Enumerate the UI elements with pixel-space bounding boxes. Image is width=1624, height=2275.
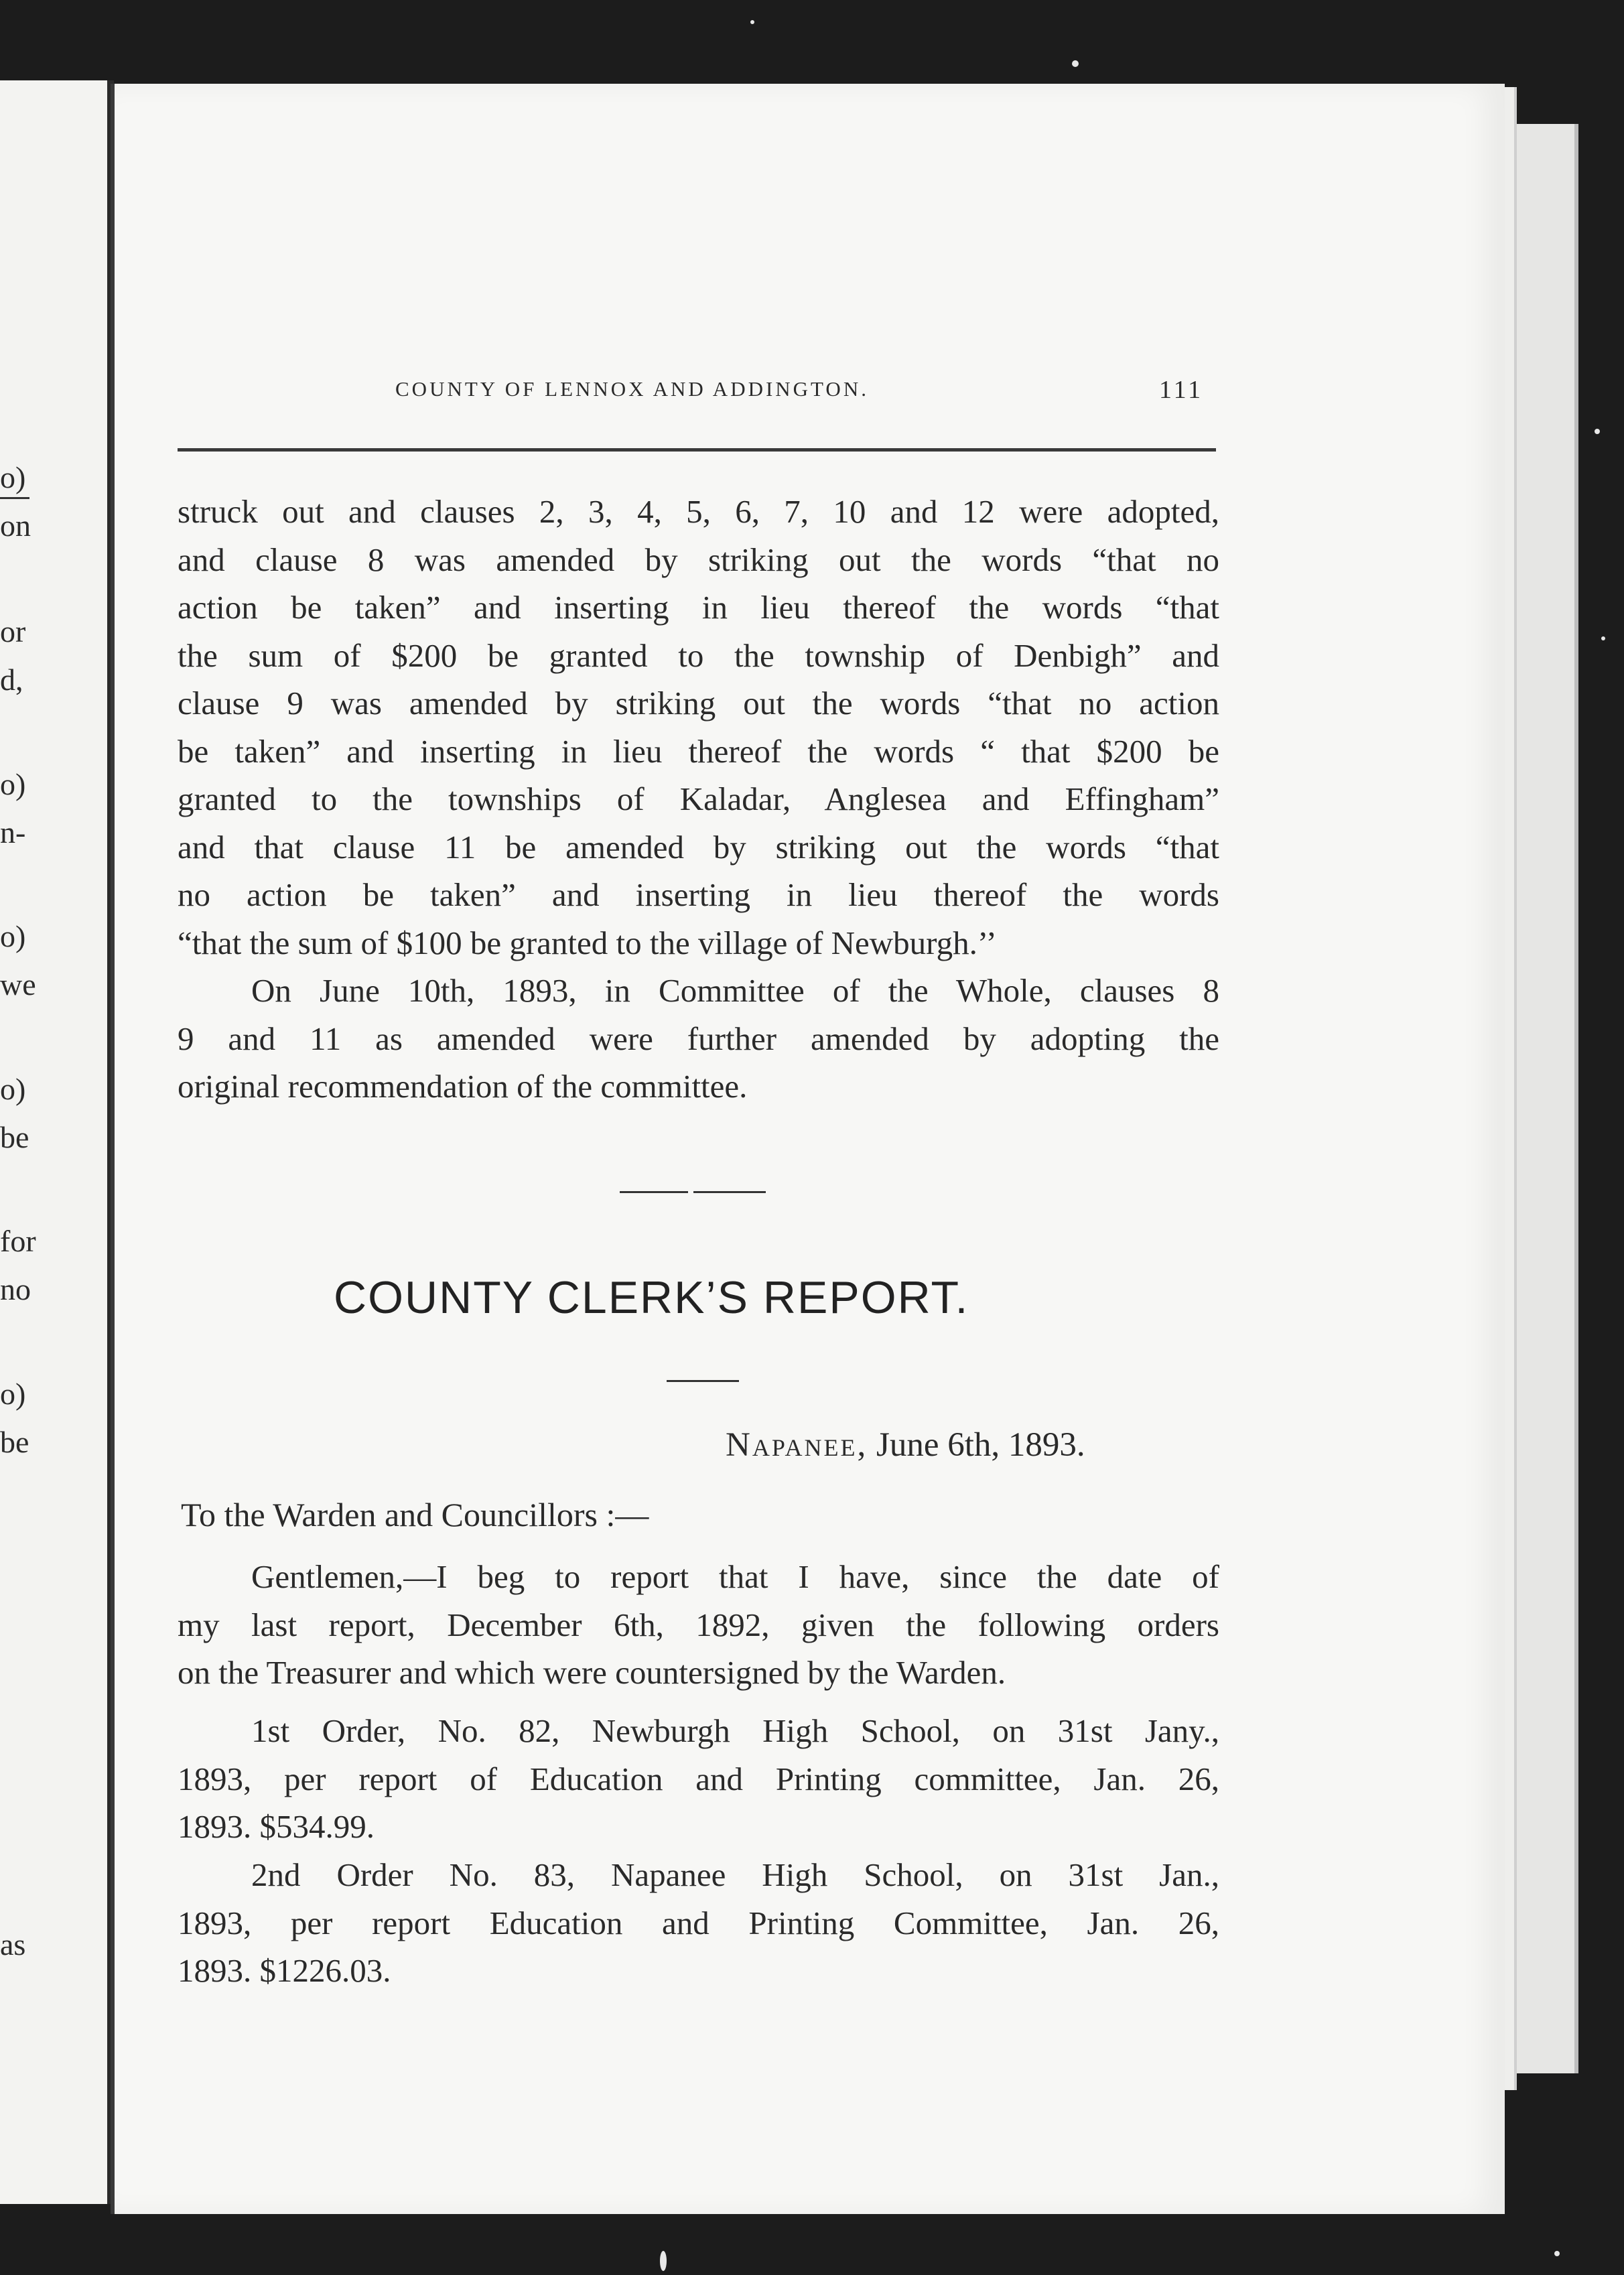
- text-line: on the Treasurer and which were countersigned by the Warden.: [178, 1654, 1006, 1691]
- previous-page-fragment: o): [0, 460, 26, 494]
- scan-speck: [1072, 60, 1079, 67]
- text-line: 2nd Order No. 83, Napanee High School, on 31st Jan.,: [251, 1856, 1219, 1893]
- dateline-place: Napanee,: [726, 1426, 868, 1464]
- scan-speck: [1554, 2251, 1560, 2256]
- previous-page-fragment: or: [0, 614, 26, 648]
- previous-page-fragment: o): [0, 1377, 26, 1411]
- scan-speck: [1601, 636, 1605, 640]
- dateline-date: June 6th, 1893.: [876, 1426, 1085, 1464]
- running-head: COUNTY OF LENNOX AND ADDINGTON.: [395, 377, 869, 401]
- previous-page-fragment: o): [0, 919, 26, 953]
- previous-page-fragment: no: [0, 1272, 31, 1306]
- text-line: action be taken” and inserting in lieu thereof the words “that: [178, 589, 1219, 626]
- text-line: clause 9 was amended by striking out the words “that no action: [178, 685, 1219, 721]
- section-divider: [693, 1191, 766, 1193]
- text-line: 1893. $1226.03.: [178, 1952, 391, 1989]
- text-line: 1893, per report of Education and Printing committee, Jan. 26,: [178, 1760, 1219, 1797]
- previous-page-rule: [0, 497, 29, 499]
- previous-page-fragment: d,: [0, 663, 23, 697]
- salutation: To the Warden and Councillors :—: [181, 1496, 649, 1533]
- text-line: granted to the townships of Kaladar, Anglesea and Effingham”: [178, 780, 1219, 817]
- continuation-paragraph: [178, 488, 1219, 967]
- text-line: 1st Order, No. 82, Newburgh High School, on 31st Jany.,: [251, 1712, 1219, 1749]
- text-line: the sum of $200 be granted to the township of Denbigh” and: [178, 636, 1219, 674]
- previous-page-edge: [0, 80, 114, 2204]
- previous-page-fragment: for: [0, 1224, 36, 1258]
- text-line: and that clause 11 be amended by striking out the words “that: [178, 828, 1219, 866]
- text-line: 1893, per report Education and Printing Committee, Jan. 26,: [178, 1904, 1219, 1941]
- june-paragraph: [178, 967, 1219, 1111]
- order-entry: [178, 1707, 1219, 1851]
- previous-page-fragment: n-: [0, 815, 26, 849]
- section-title: COUNTY CLERK’S REPORT.: [334, 1272, 969, 1323]
- previous-page-fragment: o): [0, 767, 26, 801]
- text-line: original recommendation of the committee.: [178, 1068, 748, 1105]
- title-rule: [667, 1380, 739, 1382]
- previous-page-fragment: we: [0, 967, 36, 1002]
- order-entry: [178, 1851, 1219, 1995]
- text-line: no action be taken” and inserting in lieu thereof the words: [178, 876, 1219, 913]
- previous-page-fragment: as: [0, 1927, 26, 1961]
- section-divider: [620, 1191, 688, 1193]
- text-line: 9 and 11 as amended were further amended by adopting the: [178, 1020, 1219, 1057]
- previous-page-fragment: o): [0, 1072, 26, 1106]
- text-line: and clause 8 was amended by striking out the words “that no: [178, 541, 1219, 578]
- dateline: [726, 1426, 1085, 1464]
- text-line: my last report, December 6th, 1892, given the following orders: [178, 1606, 1219, 1643]
- scan-speck: [1595, 429, 1600, 434]
- scan-speck: [750, 20, 754, 24]
- text-line: struck out and clauses 2, 3, 4, 5, 6, 7, 10 and 12 were adopted,: [178, 493, 1219, 530]
- previous-page-fragment: be: [0, 1120, 29, 1154]
- text-line: be taken” and inserting in lieu thereof the words “ that $200 be: [178, 732, 1219, 770]
- text-line: “that the sum of $100 be granted to the village of Newburgh.’’: [178, 924, 997, 961]
- text-line: 1893. $534.99.: [178, 1808, 375, 1845]
- previous-page-fragment: on: [0, 508, 31, 543]
- report-paragraph: [178, 1553, 1219, 1697]
- text-line: Gentlemen,—I beg to report that I have, since the date of: [251, 1558, 1219, 1595]
- text-line: On June 10th, 1893, in Committee of the Whole, clauses 8: [251, 972, 1219, 1009]
- previous-page-fragment: be: [0, 1425, 29, 1459]
- page-number: 111: [1159, 376, 1204, 404]
- scan-speck: [660, 2251, 667, 2271]
- header-rule: [178, 448, 1216, 452]
